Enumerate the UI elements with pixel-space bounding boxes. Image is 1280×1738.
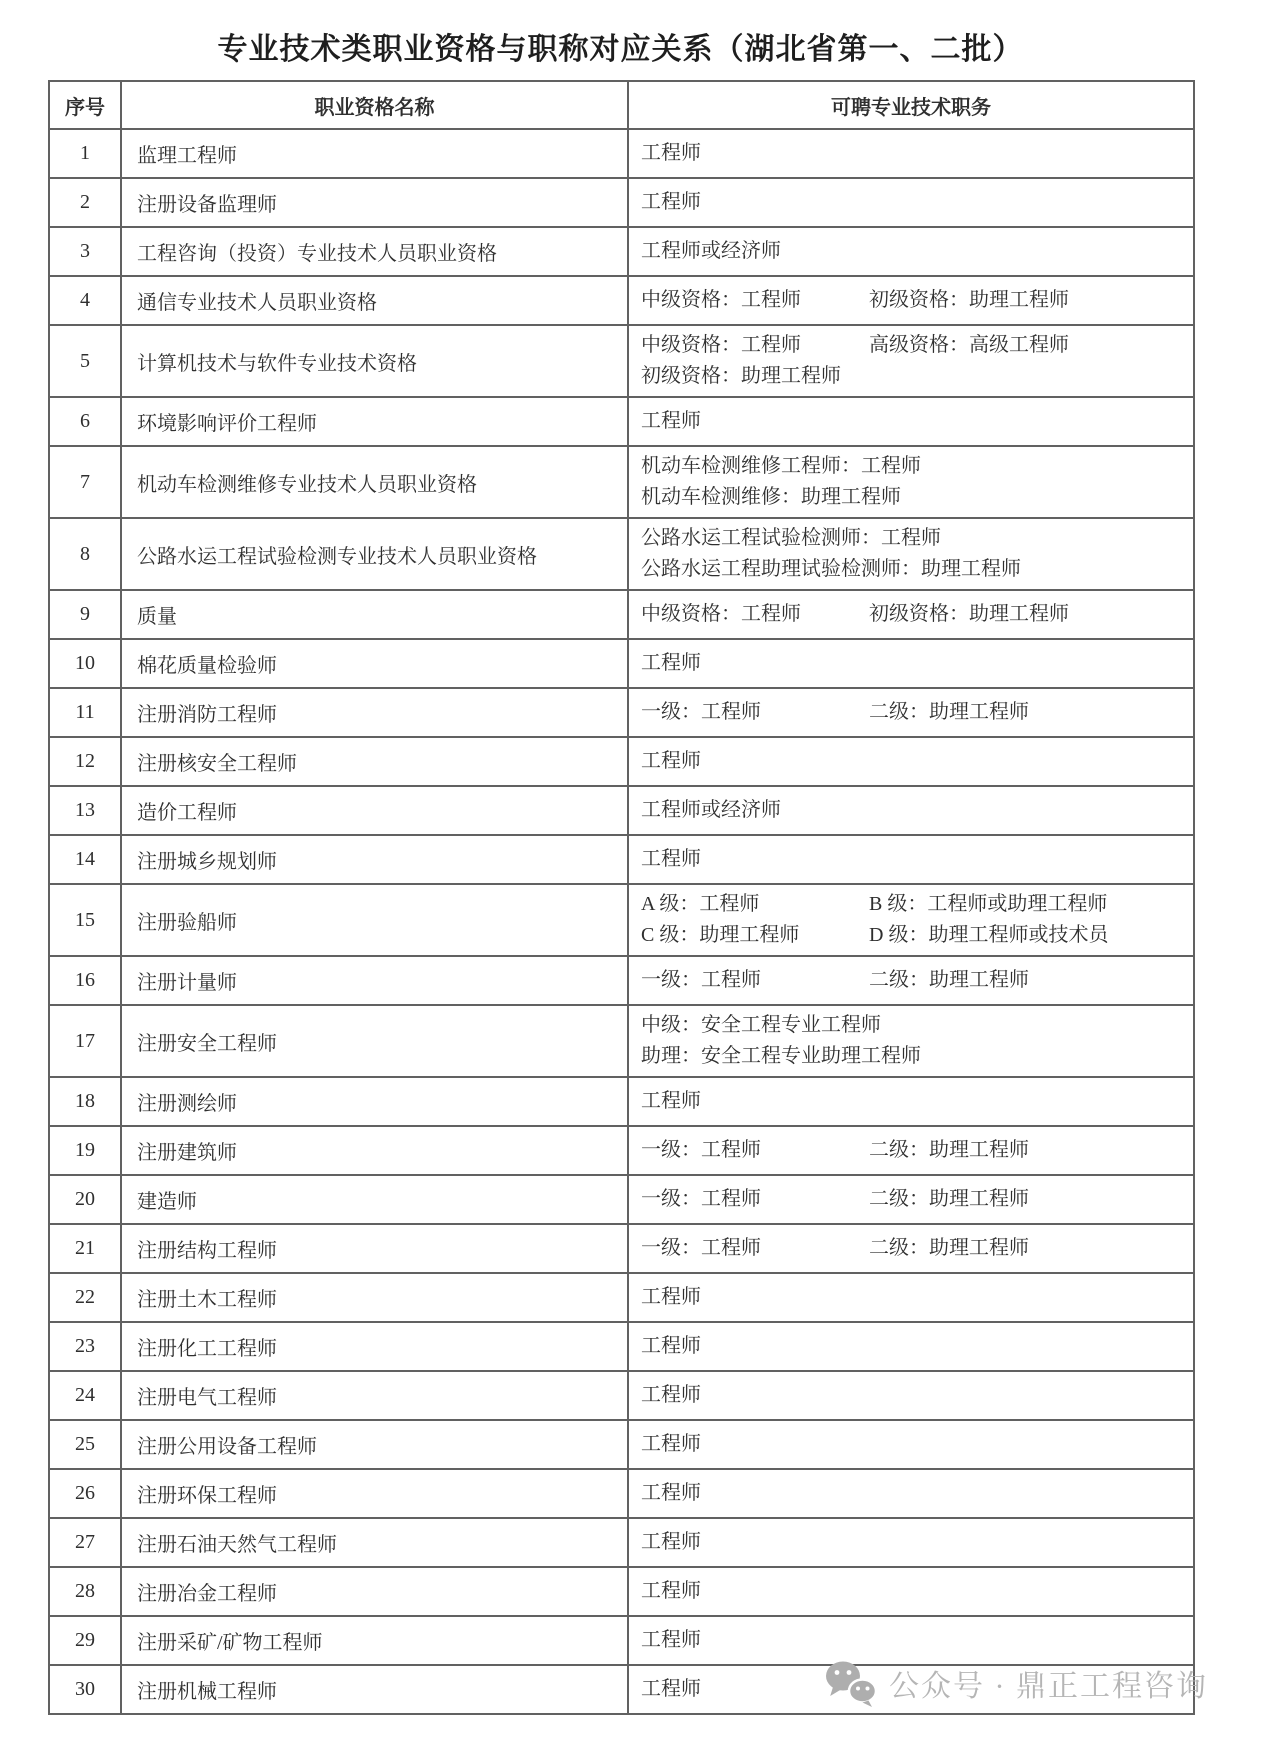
duty-segment: 工程师 [641,652,701,674]
duties-cell [628,1322,1194,1371]
table-body [49,129,1194,1714]
table-row [49,1518,1194,1567]
duty-segment: 机动车检测维修：助理工程师 [641,486,901,508]
duty-line [641,1576,1193,1607]
duty-line [641,1527,1193,1558]
qualification-name-cell: 注册冶金工程师 [121,1567,628,1616]
duty-line [641,554,1193,585]
qualification-name-cell: 机动车检测维修专业技术人员职业资格 [121,446,628,518]
duties-cell [628,956,1194,1005]
duties-cell [628,1126,1194,1175]
duty-line [641,1041,1193,1072]
duty-segment: D 级：助理工程师或技术员 [869,924,1109,946]
duty-segment: 机动车检测维修工程师：工程师 [641,455,921,477]
qualification-name-cell: 造价工程师 [121,786,628,835]
duty-segment: 一级：工程师 [641,1188,761,1210]
table-row [49,1005,1194,1077]
row-index-cell: 27 [49,1518,121,1567]
qualification-name-cell: 注册公用设备工程师 [121,1420,628,1469]
duty-segment: 二级：助理工程师 [869,969,1029,991]
duty-line [641,451,1193,482]
duty-line [641,406,1193,437]
table-row [49,178,1194,227]
qualification-name-cell: 注册结构工程师 [121,1224,628,1273]
duty-segment: 一级：工程师 [641,969,761,991]
qualification-name-cell: 建造师 [121,1175,628,1224]
duty-line [641,361,1193,392]
duty-line [641,523,1193,554]
duties-cell [628,129,1194,178]
table-row [49,835,1194,884]
table-row [49,129,1194,178]
duty-segment: 公路水运工程助理试验检测师：助理工程师 [641,558,1021,580]
qualification-name-cell: 注册安全工程师 [121,1005,628,1077]
qualification-name-cell: 注册土木工程师 [121,1273,628,1322]
row-index-cell: 18 [49,1077,121,1126]
duty-segment: 工程师 [641,1384,701,1406]
duty-line [641,1429,1193,1460]
duty-segment: 工程师 [641,142,701,164]
qualification-name-cell: 注册环保工程师 [121,1469,628,1518]
duty-segment: 二级：助理工程师 [869,1188,1029,1210]
duty-segment: 工程师 [641,1678,701,1700]
duties-cell [628,276,1194,325]
table-row [49,397,1194,446]
row-index-cell: 11 [49,688,121,737]
row-index-cell: 2 [49,178,121,227]
duty-line [641,1135,1193,1166]
header-index: 序号 [49,81,121,129]
row-index-cell: 24 [49,1371,121,1420]
duty-segment: 工程师 [641,1090,701,1112]
duty-line [641,889,1193,920]
duty-line [641,1478,1193,1509]
duty-line [641,965,1193,996]
table-row [49,1371,1194,1420]
table-row [49,1175,1194,1224]
watermark [824,1659,1208,1707]
duties-cell [628,227,1194,276]
duty-segment: 初级资格：助理工程师 [869,603,1069,625]
table-row [49,1273,1194,1322]
table-row [49,688,1194,737]
qualification-name-cell: 工程咨询（投资）专业技术人员职业资格 [121,227,628,276]
table-row [49,590,1194,639]
duty-line [641,187,1193,218]
duties-cell [628,1371,1194,1420]
qualification-name-cell: 计算机技术与软件专业技术资格 [121,325,628,397]
row-index-cell: 4 [49,276,121,325]
duty-line [641,236,1193,267]
duty-segment: 工程师 [641,1286,701,1308]
page-title: 专业技术类职业资格与职称对应关系（湖北省第一、二批） [217,33,1024,66]
duties-cell [628,1469,1194,1518]
row-index-cell: 26 [49,1469,121,1518]
duties-cell [628,1567,1194,1616]
duty-segment: 工程师 [641,1482,701,1504]
row-index-cell: 15 [49,884,121,956]
row-index-cell: 10 [49,639,121,688]
watermark-label: 公众号 · 鼎正工程咨询 [889,1670,1208,1703]
header-qualification-name: 职业资格名称 [121,81,628,129]
duty-segment: 工程师或经济师 [641,799,781,821]
duty-segment: 工程师 [641,1531,701,1553]
row-index-cell: 17 [49,1005,121,1077]
duty-segment: 工程师或经济师 [641,240,781,262]
qualification-name-cell: 注册建筑师 [121,1126,628,1175]
duty-line [641,697,1193,728]
duty-segment: 工程师 [641,1629,701,1651]
duties-cell [628,786,1194,835]
table-header [49,81,1194,129]
duty-line [641,482,1193,513]
qualification-name-cell: 注册验船师 [121,884,628,956]
duties-cell [628,835,1194,884]
duty-line [641,1086,1193,1117]
duties-cell [628,1273,1194,1322]
qualification-name-cell: 注册设备监理师 [121,178,628,227]
row-index-cell: 3 [49,227,121,276]
table-header-row [49,81,1194,129]
table-row [49,325,1194,397]
row-index-cell: 14 [49,835,121,884]
qualification-name-cell: 注册测绘师 [121,1077,628,1126]
duty-line [641,599,1193,630]
table-row [49,1077,1194,1126]
duty-segment: 工程师 [641,750,701,772]
duty-segment: 工程师 [641,191,701,213]
duty-segment: 工程师 [641,1580,701,1602]
qualification-name-cell: 注册石油天然气工程师 [121,1518,628,1567]
duty-segment: 高级资格：高级工程师 [869,334,1069,356]
duty-segment: 公路水运工程试验检测师：工程师 [641,527,941,549]
table-row [49,1420,1194,1469]
row-index-cell: 8 [49,518,121,590]
table-row [49,446,1194,518]
table-row [49,639,1194,688]
duties-cell [628,1005,1194,1077]
row-index-cell: 13 [49,786,121,835]
duty-segment: 中级资格：工程师 [641,289,801,311]
duty-line [641,285,1193,316]
duty-segment: 一级：工程师 [641,701,761,723]
duties-cell [628,884,1194,956]
duty-segment: 初级资格：助理工程师 [641,365,841,387]
duties-cell [628,1224,1194,1273]
row-index-cell: 30 [49,1665,121,1714]
duty-line [641,138,1193,169]
wechat-icon [824,1659,878,1707]
duties-cell [628,590,1194,639]
duty-line [641,648,1193,679]
duty-line [641,1010,1193,1041]
duty-segment: 助理：安全工程专业助理工程师 [641,1045,921,1067]
duties-cell [628,518,1194,590]
duty-segment: B 级：工程师或助理工程师 [869,893,1108,915]
row-index-cell: 6 [49,397,121,446]
table-row [49,786,1194,835]
duties-cell [628,688,1194,737]
duties-cell [628,639,1194,688]
row-index-cell: 21 [49,1224,121,1273]
header-duties: 可聘专业技术职务 [628,81,1194,129]
table-row [49,518,1194,590]
duties-cell [628,1077,1194,1126]
table-row [49,1469,1194,1518]
duty-line [641,844,1193,875]
row-index-cell: 23 [49,1322,121,1371]
row-index-cell: 1 [49,129,121,178]
duty-segment: 工程师 [641,1433,701,1455]
row-index-cell: 5 [49,325,121,397]
qualification-name-cell: 注册消防工程师 [121,688,628,737]
qualification-name-cell: 环境影响评价工程师 [121,397,628,446]
duties-cell [628,397,1194,446]
qualification-name-cell: 注册机械工程师 [121,1665,628,1714]
table-row [49,884,1194,956]
row-index-cell: 22 [49,1273,121,1322]
duties-cell [628,446,1194,518]
table-row [49,1322,1194,1371]
row-index-cell: 12 [49,737,121,786]
qualification-name-cell: 通信专业技术人员职业资格 [121,276,628,325]
duties-cell [628,737,1194,786]
duty-segment: C 级：助理工程师 [641,924,800,946]
duty-line [641,795,1193,826]
duty-segment: 中级：安全工程专业工程师 [641,1014,881,1036]
duty-line [641,920,1193,951]
qualification-name-cell: 注册核安全工程师 [121,737,628,786]
qualification-name-cell: 质量 [121,590,628,639]
duties-cell [628,178,1194,227]
duty-segment: 中级资格：工程师 [641,334,801,356]
table-row [49,1616,1194,1665]
qualification-table [48,80,1195,1715]
qualification-name-cell: 注册城乡规划师 [121,835,628,884]
duty-segment: 工程师 [641,848,701,870]
duty-segment: 中级资格：工程师 [641,603,801,625]
duty-line [641,1184,1193,1215]
duty-segment: 二级：助理工程师 [869,1139,1029,1161]
row-index-cell: 25 [49,1420,121,1469]
qualification-name-cell: 注册化工工程师 [121,1322,628,1371]
duty-line [641,1331,1193,1362]
duty-segment: 一级：工程师 [641,1237,761,1259]
duties-cell [628,1616,1194,1665]
qualification-name-cell: 注册计量师 [121,956,628,1005]
duty-segment: 工程师 [641,1335,701,1357]
table-row [49,956,1194,1005]
duties-cell [628,1175,1194,1224]
row-index-cell: 19 [49,1126,121,1175]
duty-line [641,1625,1193,1656]
duty-line [641,1233,1193,1264]
duties-cell [628,1420,1194,1469]
duties-cell [628,325,1194,397]
duties-cell [628,1518,1194,1567]
qualification-name-cell: 注册电气工程师 [121,1371,628,1420]
table-row [49,1567,1194,1616]
duty-segment: 初级资格：助理工程师 [869,289,1069,311]
row-index-cell: 28 [49,1567,121,1616]
duty-segment: 二级：助理工程师 [869,701,1029,723]
duty-line [641,330,1193,361]
duty-segment: 二级：助理工程师 [869,1237,1029,1259]
duty-line [641,1282,1193,1313]
row-index-cell: 16 [49,956,121,1005]
row-index-cell: 7 [49,446,121,518]
duty-segment: A 级：工程师 [641,893,760,915]
row-index-cell: 9 [49,590,121,639]
qualification-name-cell: 监理工程师 [121,129,628,178]
duty-segment: 工程师 [641,410,701,432]
qualification-name-cell: 公路水运工程试验检测专业技术人员职业资格 [121,518,628,590]
duty-segment: 一级：工程师 [641,1139,761,1161]
table-row [49,276,1194,325]
table-row [49,227,1194,276]
table-row [49,1224,1194,1273]
row-index-cell: 20 [49,1175,121,1224]
row-index-cell: 29 [49,1616,121,1665]
duty-line [641,746,1193,777]
table-row [49,1126,1194,1175]
qualification-name-cell: 棉花质量检验师 [121,639,628,688]
table-row [49,737,1194,786]
qualification-name-cell: 注册采矿/矿物工程师 [121,1616,628,1665]
duty-line [641,1380,1193,1411]
